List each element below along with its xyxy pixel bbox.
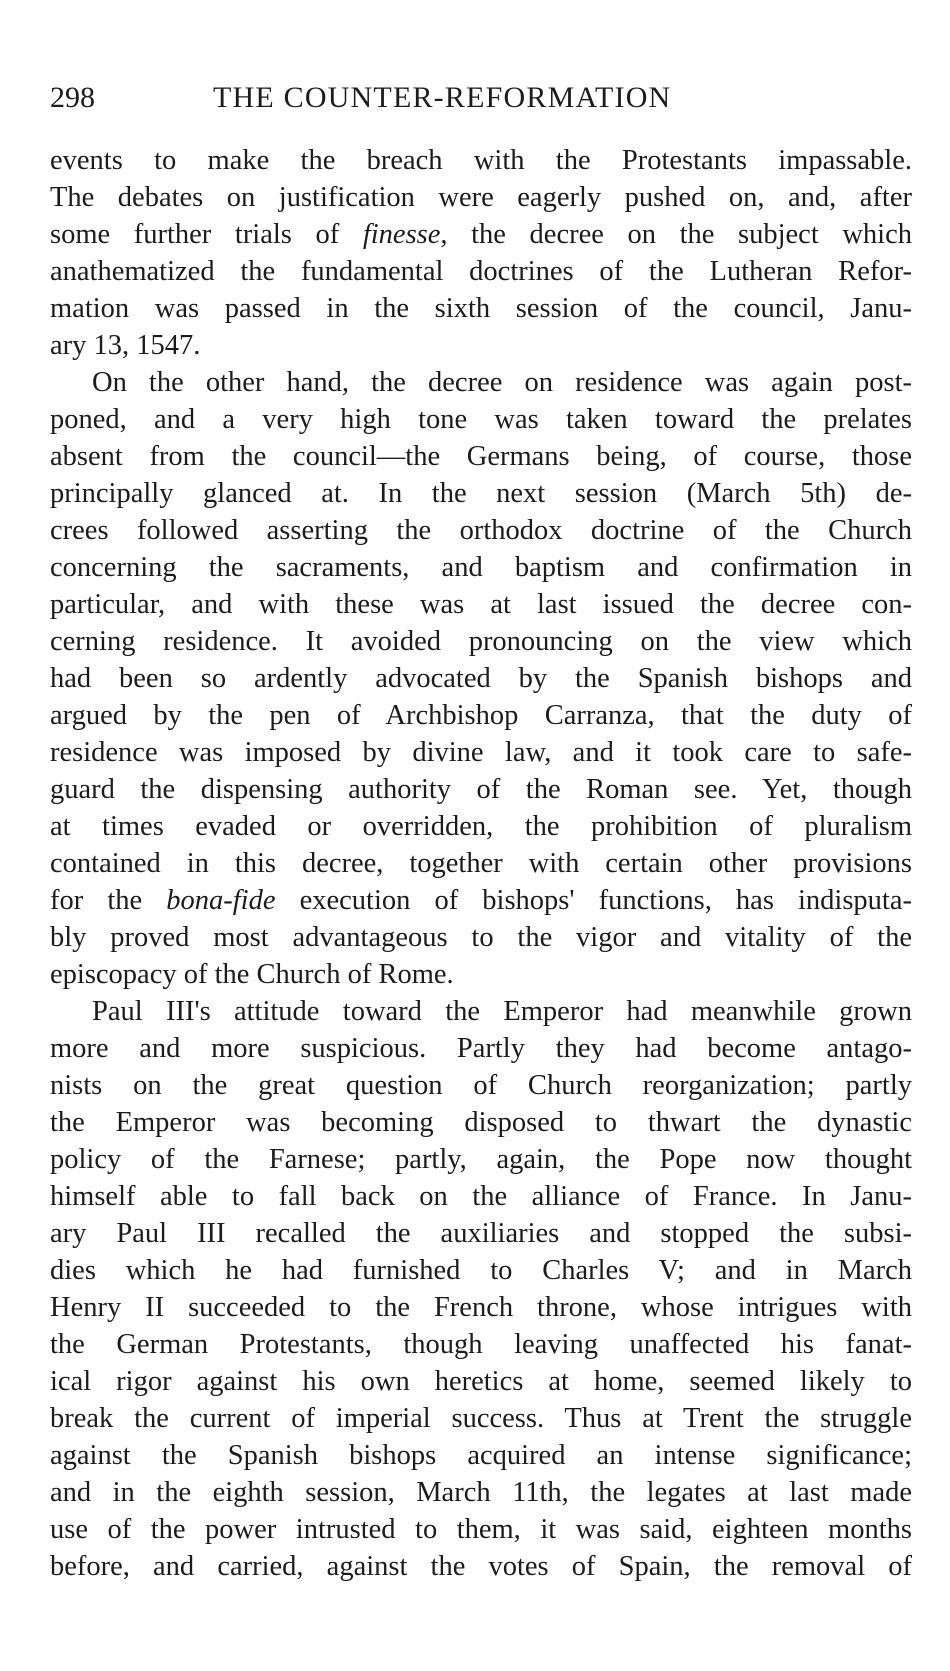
- text-line: and in the eighth session, March 11th, the legates at last made: [50, 1477, 912, 1508]
- text-line: guard the dispensing authority of the Roman see. Yet, though: [50, 774, 912, 805]
- text-run: for the: [50, 885, 167, 916]
- text-line: more and more suspicious. Partly they had become antago-: [50, 1033, 912, 1064]
- text-line: use of the power intrusted to them, it was said, eighteen months: [50, 1514, 912, 1545]
- text-line: cerning residence. It avoided pronouncing on the view which: [50, 626, 912, 657]
- text-line: the German Protestants, though leaving unaffected his fanat-: [50, 1329, 912, 1360]
- text-line: The debates on justification were eagerly pushed on, and, after: [50, 182, 912, 213]
- text-line: contained in this decree, together with certain other provisions: [50, 848, 912, 879]
- text-line: the Emperor was becoming disposed to thwart the dynastic: [50, 1107, 912, 1138]
- text-run: some further trials of: [50, 219, 363, 250]
- text-line: concerning the sacraments, and baptism and confirmation in: [50, 552, 912, 583]
- italic-term: bona-fide: [166, 885, 276, 916]
- text-line: argued by the pen of Archbishop Carranza, that the duty of: [50, 700, 912, 731]
- text-line: himself able to fall back on the alliance of France. In Janu-: [50, 1181, 912, 1212]
- text-line: principally glanced at. In the next session (March 5th) de-: [50, 478, 912, 509]
- text-line: policy of the Farnese; partly, again, the Pope now thought: [50, 1144, 912, 1175]
- text-line: nists on the great question of Church reorganization; partly: [50, 1070, 912, 1101]
- paragraph-start-line: On the other hand, the decree on residence was again post-: [92, 367, 912, 398]
- text-line: bly proved most advantageous to the vigor and vitality of the: [50, 922, 912, 953]
- text-line: residence was imposed by divine law, and it took care to safe-: [50, 737, 912, 768]
- text-line: anathematized the fundamental doctrines of the Lutheran Refor-: [50, 256, 912, 287]
- text-line: Henry II succeeded to the French throne, whose intrigues with: [50, 1292, 912, 1323]
- text-line: at times evaded or overridden, the prohibition of pluralism: [50, 811, 912, 842]
- text-line: particular, and with these was at last issued the decree con-: [50, 589, 912, 620]
- page-number: 298: [50, 81, 95, 114]
- text-run: the decree on the subject which: [447, 219, 912, 250]
- text-line: ical rigor against his own heretics at home, seemed likely to: [50, 1366, 912, 1397]
- text-line: poned, and a very high tone was taken toward the prelates: [50, 404, 912, 435]
- paragraph-end-line: episcopacy of the Church of Rome.: [50, 959, 454, 990]
- text-line: break the current of imperial success. Thus at Trent the struggle: [50, 1403, 912, 1434]
- running-head: [50, 78, 920, 122]
- text-line: ary Paul III recalled the auxiliaries and stopped the subsi-: [50, 1218, 912, 1249]
- text-line: before, and carried, against the votes of Spain, the removal of: [50, 1551, 912, 1582]
- text-line: absent from the council—the Germans being, of course, those: [50, 441, 912, 472]
- paragraph-end-line: ary 13, 1547.: [50, 330, 201, 361]
- text-line: [50, 882, 912, 919]
- text-line: mation was passed in the sixth session of the council, Janu-: [50, 293, 912, 324]
- text-line: events to make the breach with the Protestants impassable.: [50, 145, 912, 176]
- text-line: had been so ardently advocated by the Spanish bishops and: [50, 663, 912, 694]
- body-text: [50, 142, 912, 1585]
- text-line: dies which he had furnished to Charles V; and in March: [50, 1255, 912, 1286]
- running-title: THE COUNTER-REFORMATION: [213, 81, 672, 114]
- text-line: [50, 216, 912, 253]
- paragraph-start-line: Paul III's attitude toward the Emperor had meanwhile grown: [92, 996, 912, 1027]
- text-line: against the Spanish bishops acquired an intense significance;: [50, 1440, 912, 1471]
- text-run: execution of bishops' functions, has indisputa-: [275, 885, 912, 916]
- text-line: crees followed asserting the orthodox doctrine of the Church: [50, 515, 912, 546]
- italic-term: finesse,: [362, 219, 448, 250]
